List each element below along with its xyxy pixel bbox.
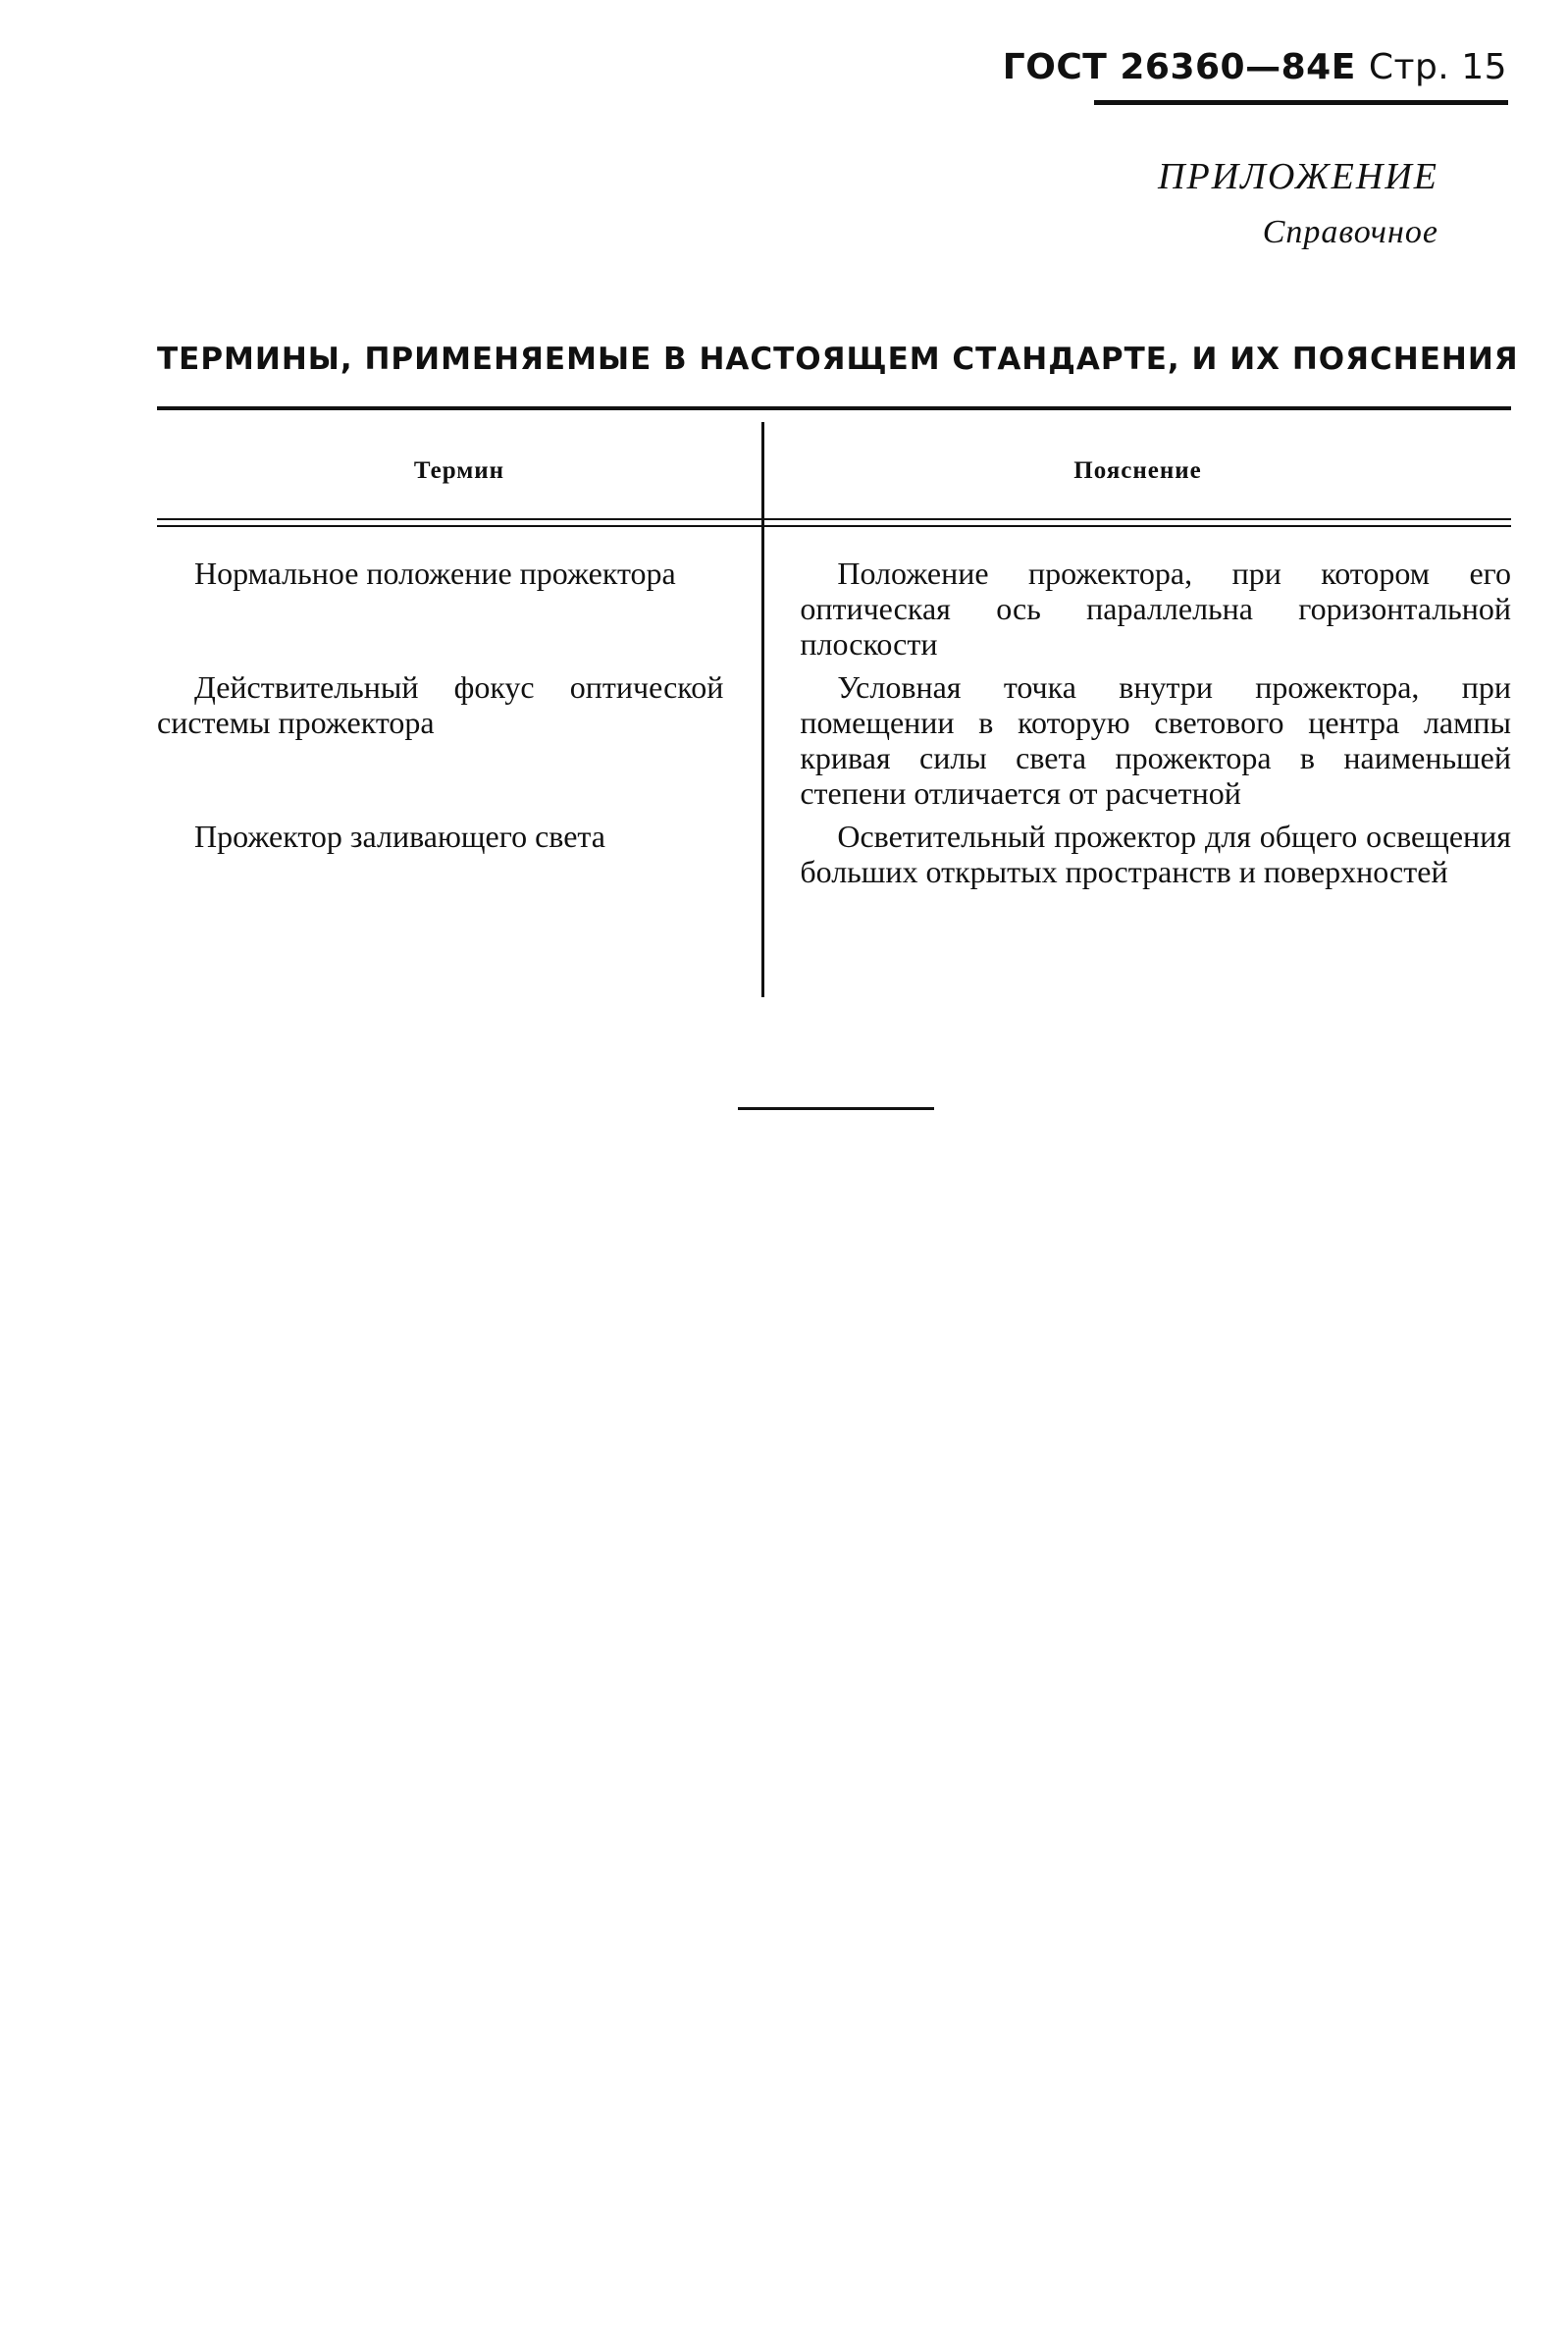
table-title: ТЕРМИНЫ, ПРИМЕНЯЕМЫЕ В НАСТОЯЩЕМ СТАНДАРТЕ, И ИХ ПОЯСНЕНИЯ — [157, 342, 1519, 377]
table-body — [157, 556, 1511, 889]
table-header-rule-double — [157, 525, 1511, 527]
explanation-cell: Положение прожектора, при котором его оптическая ось параллельна горизонтальной плоскости — [800, 556, 1511, 662]
end-rule — [738, 1107, 934, 1110]
document-header — [1003, 47, 1507, 87]
page-number: Стр. 15 — [1368, 47, 1507, 87]
term-cell: Нормальное положение прожектора — [194, 556, 676, 591]
column-header-term: Термин — [413, 457, 505, 484]
table-row — [157, 556, 1511, 662]
term-cell: Прожектор заливающего света — [194, 819, 605, 854]
explanation-cell: Осветительный прожектор для общего освещения больших открытых пространств и поверхностей — [800, 819, 1511, 889]
document-id: ГОСТ 26360—84Е — [1002, 47, 1356, 87]
term-cell: Действительный фокус оптической системы прожектора — [157, 669, 724, 740]
table-row — [157, 819, 1511, 889]
table-header-rule — [157, 518, 1511, 520]
appendix-subtitle: Справочное — [1262, 214, 1438, 250]
header-underline — [1094, 100, 1508, 105]
explanation-cell: Условная точка внутри прожектора, при помещении в которую светового центра лампы кривая силы света прожектора в наименьшей степени отличается от расчетной — [800, 669, 1511, 811]
table-top-rule — [157, 406, 1511, 410]
column-header-explanation: Пояснение — [1073, 457, 1202, 484]
table-row — [157, 669, 1511, 811]
appendix-title: ПРИЛОЖЕНИЕ — [1158, 156, 1438, 197]
